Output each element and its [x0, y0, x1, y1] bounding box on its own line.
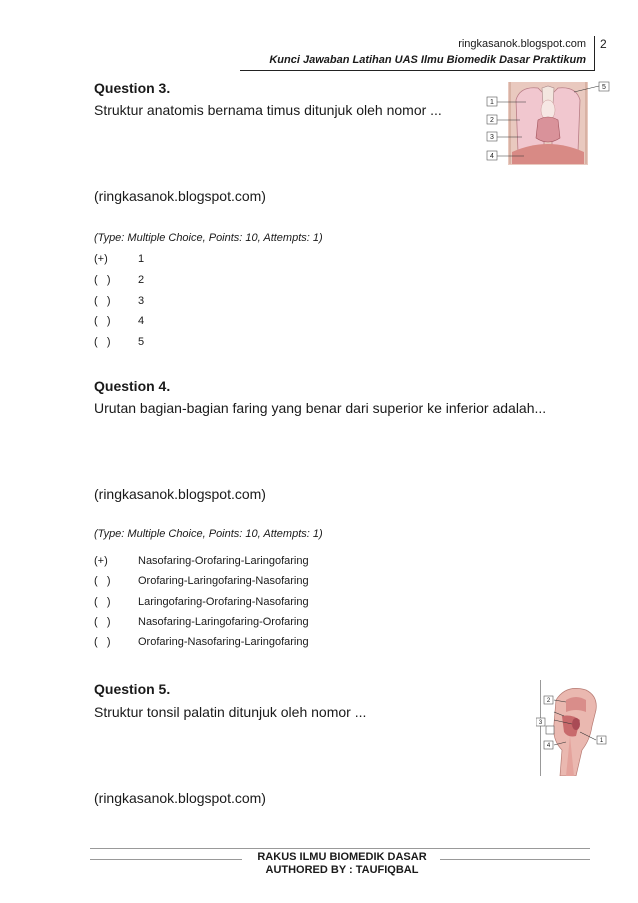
thorax-label-3: 3 — [490, 134, 494, 141]
option-mark: ( ) — [94, 315, 111, 327]
option-mark: ( ) — [94, 274, 111, 286]
question-3-text: Struktur anatomis bernama timus ditunjuk oleh nomor ... — [94, 102, 442, 118]
page-number: 2 — [600, 37, 607, 51]
option-value: Laringofaring-Orofaring-Nasofaring — [138, 596, 309, 608]
question-4-source: (ringkasanok.blogspot.com) — [94, 486, 266, 502]
header-rule — [240, 70, 595, 71]
option-value: 3 — [138, 295, 145, 307]
page-footer — [0, 840, 638, 890]
pharynx-label-2: 2 — [546, 698, 551, 704]
header-divider — [594, 36, 595, 70]
question-3-meta: (Type: Multiple Choice, Points: 10, Attempts: 1) — [94, 232, 323, 244]
option-value: 2 — [138, 274, 145, 286]
option-mark: ( ) — [94, 336, 111, 348]
option-value: Orofaring-Nasofaring-Laringofaring — [138, 636, 309, 648]
thorax-label-1: 1 — [490, 99, 494, 106]
question-5-text: Struktur tonsil palatin ditunjuk oleh nomor ... — [94, 704, 367, 720]
option-value: 1 — [138, 253, 145, 265]
question-4-text: Urutan bagian-bagian faring yang benar dari superior ke inferior adalah... — [94, 400, 547, 416]
header-subtitle: Kunci Jawaban Latihan UAS Ilmu Biomedik Dasar Praktikum — [269, 54, 586, 66]
option-mark: ( ) — [94, 636, 111, 648]
question-3-title: Question 3. — [94, 80, 171, 96]
option-mark: ( ) — [94, 596, 111, 608]
option-value: Nasofaring-Orofaring-Laringofaring — [138, 555, 309, 567]
question-5-source: (ringkasanok.blogspot.com) — [94, 790, 266, 806]
option-mark: ( ) — [94, 295, 111, 307]
pharynx-figure — [536, 680, 608, 776]
page-header — [0, 32, 638, 72]
question-5-title: Question 5. — [94, 681, 171, 697]
pharynx-label-1: 1 — [599, 738, 604, 744]
option-mark: ( ) — [94, 616, 111, 628]
option-value: Nasofaring-Laringofaring-Orofaring — [138, 616, 309, 628]
thorax-label-2: 2 — [490, 117, 494, 124]
option-value: 5 — [138, 336, 145, 348]
pharynx-label-4: 4 — [546, 743, 551, 749]
footer-line-2: AUTHORED BY : TAUFIQBAL — [265, 864, 419, 876]
option-mark: (+) — [94, 253, 108, 265]
thorax-label-4: 4 — [490, 153, 494, 160]
header-site: ringkasanok.blogspot.com — [458, 38, 586, 50]
question-3-source: (ringkasanok.blogspot.com) — [94, 188, 266, 204]
option-mark: ( ) — [94, 575, 111, 587]
footer-rule-top — [90, 848, 590, 849]
option-mark: (+) — [94, 555, 108, 567]
option-value: Orofaring-Laringofaring-Nasofaring — [138, 575, 309, 587]
option-value: 4 — [138, 315, 145, 327]
question-4-meta: (Type: Multiple Choice, Points: 10, Attempts: 1) — [94, 528, 323, 540]
thorax-label-5: 5 — [602, 84, 606, 91]
question-4-title: Question 4. — [94, 378, 171, 394]
thorax-figure — [486, 80, 610, 166]
pharynx-label-3: 3 — [538, 720, 543, 726]
footer-line-1: RAKUS ILMU BIOMEDIK DASAR — [257, 851, 427, 863]
